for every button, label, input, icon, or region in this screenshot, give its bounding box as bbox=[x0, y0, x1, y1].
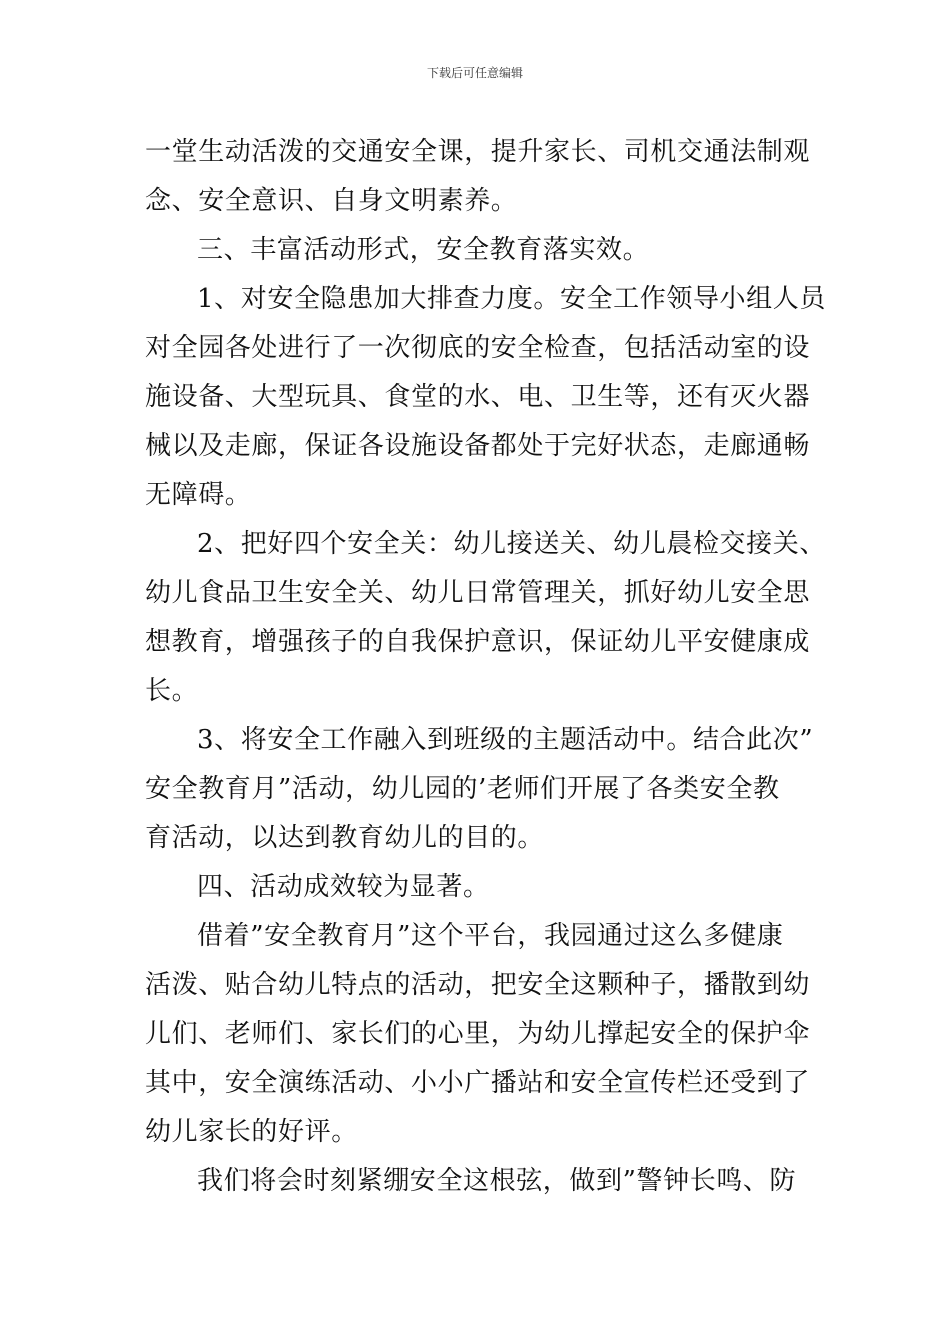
text-line: 3、将安全工作融入到班级的主题活动中。结合此次” bbox=[197, 725, 814, 755]
text-line: 想教育，增强孩子的自我保护意识，保证幼儿平安健康成 bbox=[145, 627, 811, 657]
text-line: 械以及走廊，保证各设施设备都处于完好状态，走廊通畅 bbox=[145, 431, 811, 461]
text-line: 幼儿食品卫生安全关、幼儿日常管理关，抓好幼儿安全思 bbox=[145, 578, 811, 608]
text-line: 借着”安全教育月”这个平台，我园通过这么多健康 bbox=[197, 921, 784, 951]
text-line: 育活动，以达到教育幼儿的目的。 bbox=[145, 823, 545, 853]
text-line: 其中，安全演练活动、小小广播站和安全宣传栏还受到了 bbox=[145, 1068, 811, 1098]
text-line: 长。 bbox=[145, 676, 199, 706]
text-line: 1、对安全隐患加大排查力度。安全工作领导小组人员 bbox=[197, 284, 826, 314]
text-line: 四、活动成效较为显著。 bbox=[197, 872, 490, 902]
text-line: 儿们、老师们、家长们的心里，为幼儿撑起安全的保护伞 bbox=[145, 1019, 811, 1049]
text-line: 对全园各处进行了一次彻底的安全检查，包括活动室的设 bbox=[145, 333, 811, 363]
text-line: 活泼、贴合幼儿特点的活动，把安全这颗种子，播散到幼 bbox=[145, 970, 811, 1000]
text-line: 无障碍。 bbox=[145, 480, 252, 510]
text-line: 我们将会时刻紧绷安全这根弦，做到”警钟长鸣、防 bbox=[197, 1166, 797, 1196]
page-header: 下载后可任意编辑 bbox=[426, 66, 523, 80]
text-line: 2、把好四个安全关：幼儿接送关、幼儿晨检交接关、 bbox=[197, 529, 826, 559]
text-line: 三、丰富活动形式，安全教育落实效。 bbox=[197, 235, 650, 265]
document-body bbox=[145, 128, 826, 1206]
text-line: 念、安全意识、自身文明素养。 bbox=[145, 186, 518, 216]
text-line: 施设备、大型玩具、食堂的水、电、卫生等，还有灭火器 bbox=[145, 382, 811, 412]
text-line: 一堂生动活泼的交通安全课，提升家长、司机交通法制观 bbox=[145, 137, 811, 167]
text-line: 安全教育月”活动，幼儿园的’老师们开展了各类安全教 bbox=[145, 774, 780, 804]
text-line: 幼儿家长的好评。 bbox=[145, 1117, 358, 1147]
